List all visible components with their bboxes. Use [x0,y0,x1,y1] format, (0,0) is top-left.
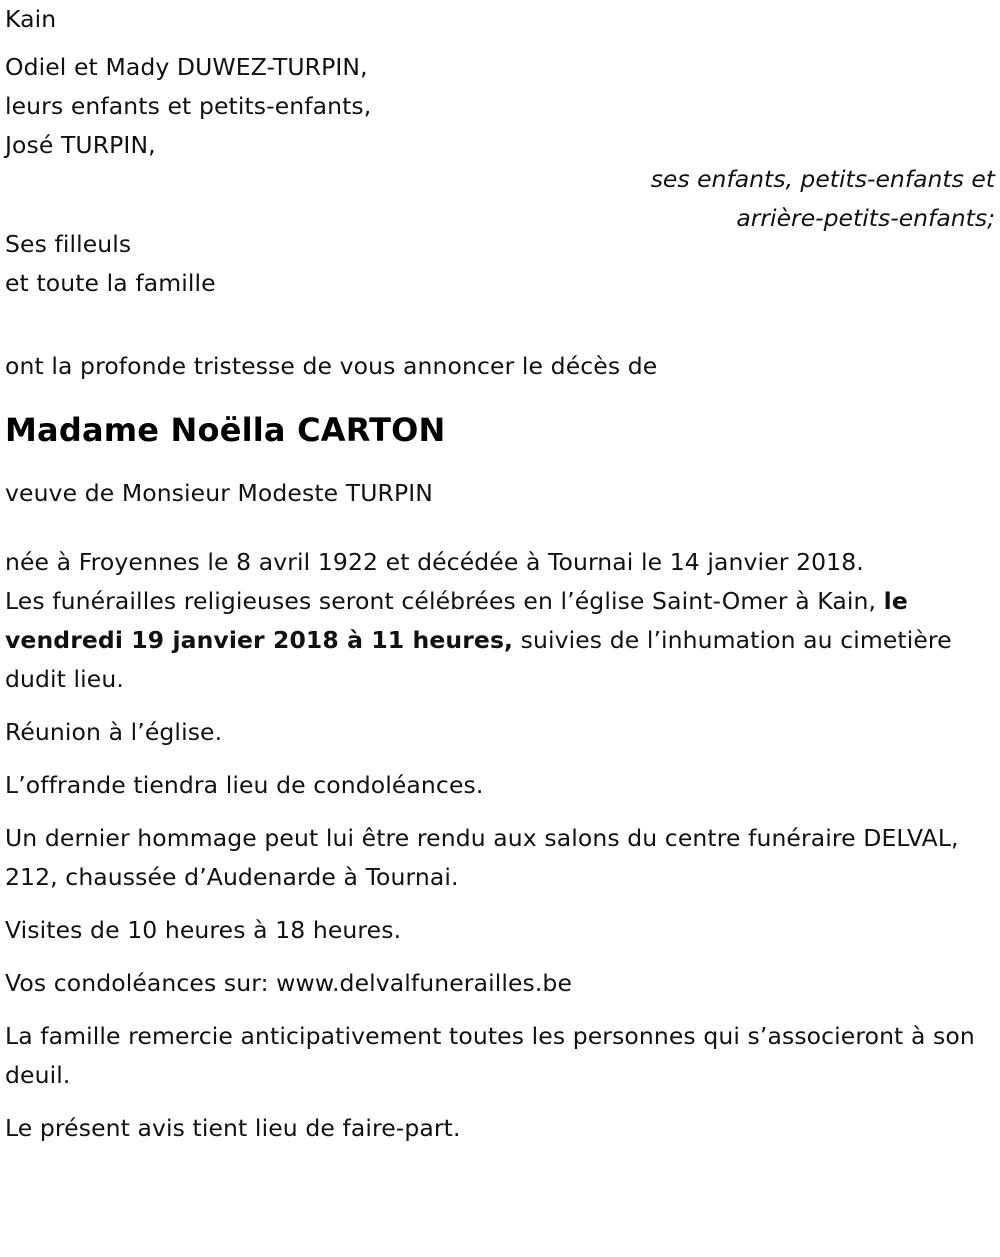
family-line: et toute la famille [5,269,216,297]
tribute-paragraph: Un dernier hommage peut lui être rendu aux salons du centre funéraire DELVAL, 212, chaussée d’Audenarde à Tournai. [5,824,959,891]
spacer [5,333,995,347]
visiting-hours-line: Visites de 10 heures à 18 heures. [5,916,402,944]
spacer [5,1003,995,1017]
announcer-line: José TURPIN, [5,131,156,159]
funeral-after-text: suivies de l’inhumation au cimetière dudit lieu. [5,626,952,693]
spacer [5,1095,995,1109]
godchildren-line: Ses filleuls [5,230,132,258]
announcer-line: Odiel et Mady DUWEZ-TURPIN, [5,53,368,81]
spacer [5,805,995,819]
spacer [5,386,995,408]
spacer [5,950,995,964]
funeral-intro-text: Les funérailles religieuses seront célébrées en l’église Saint-Omer à Kain, [5,587,877,615]
spacer [5,513,995,543]
condolences-url-line: Vos condoléances sur: www.delvalfunerailles.be [5,969,573,997]
spacer [5,452,995,474]
funeral-details-paragraph [5,582,995,699]
closing-line: Le présent avis tient lieu de faire-part. [5,1114,461,1142]
funeral-datetime-text: le vendredi 19 janvier 2018 à 11 heures, [5,587,908,654]
birth-death-line: née à Froyennes le 8 avril 1922 et décédée à Tournai le 14 janvier 2018. [5,548,864,576]
spacer [5,752,995,766]
thanks-paragraph: La famille remercie anticipativement toutes les personnes qui s’associeront à son deuil. [5,1022,975,1089]
announcement-lead: ont la profonde tristesse de vous annoncer le décès de [5,352,658,380]
spacer [5,699,995,713]
spacer [5,303,995,333]
deceased-name: Madame Noëlla CARTON [5,411,446,449]
locality-line: Kain [5,5,57,33]
gathering-line: Réunion à l’église. [5,718,223,746]
offering-line: L’offrande tiendra lieu de condoléances. [5,771,484,799]
announcer-line: leurs enfants et petits-enfants, [5,92,372,120]
spacer [5,897,995,911]
announcers-block [5,48,995,165]
relatives-note: ses enfants, petits-enfants et arrière-petits-enfants; [650,165,995,232]
widow-of-line: veuve de Monsieur Modeste TURPIN [5,479,433,507]
